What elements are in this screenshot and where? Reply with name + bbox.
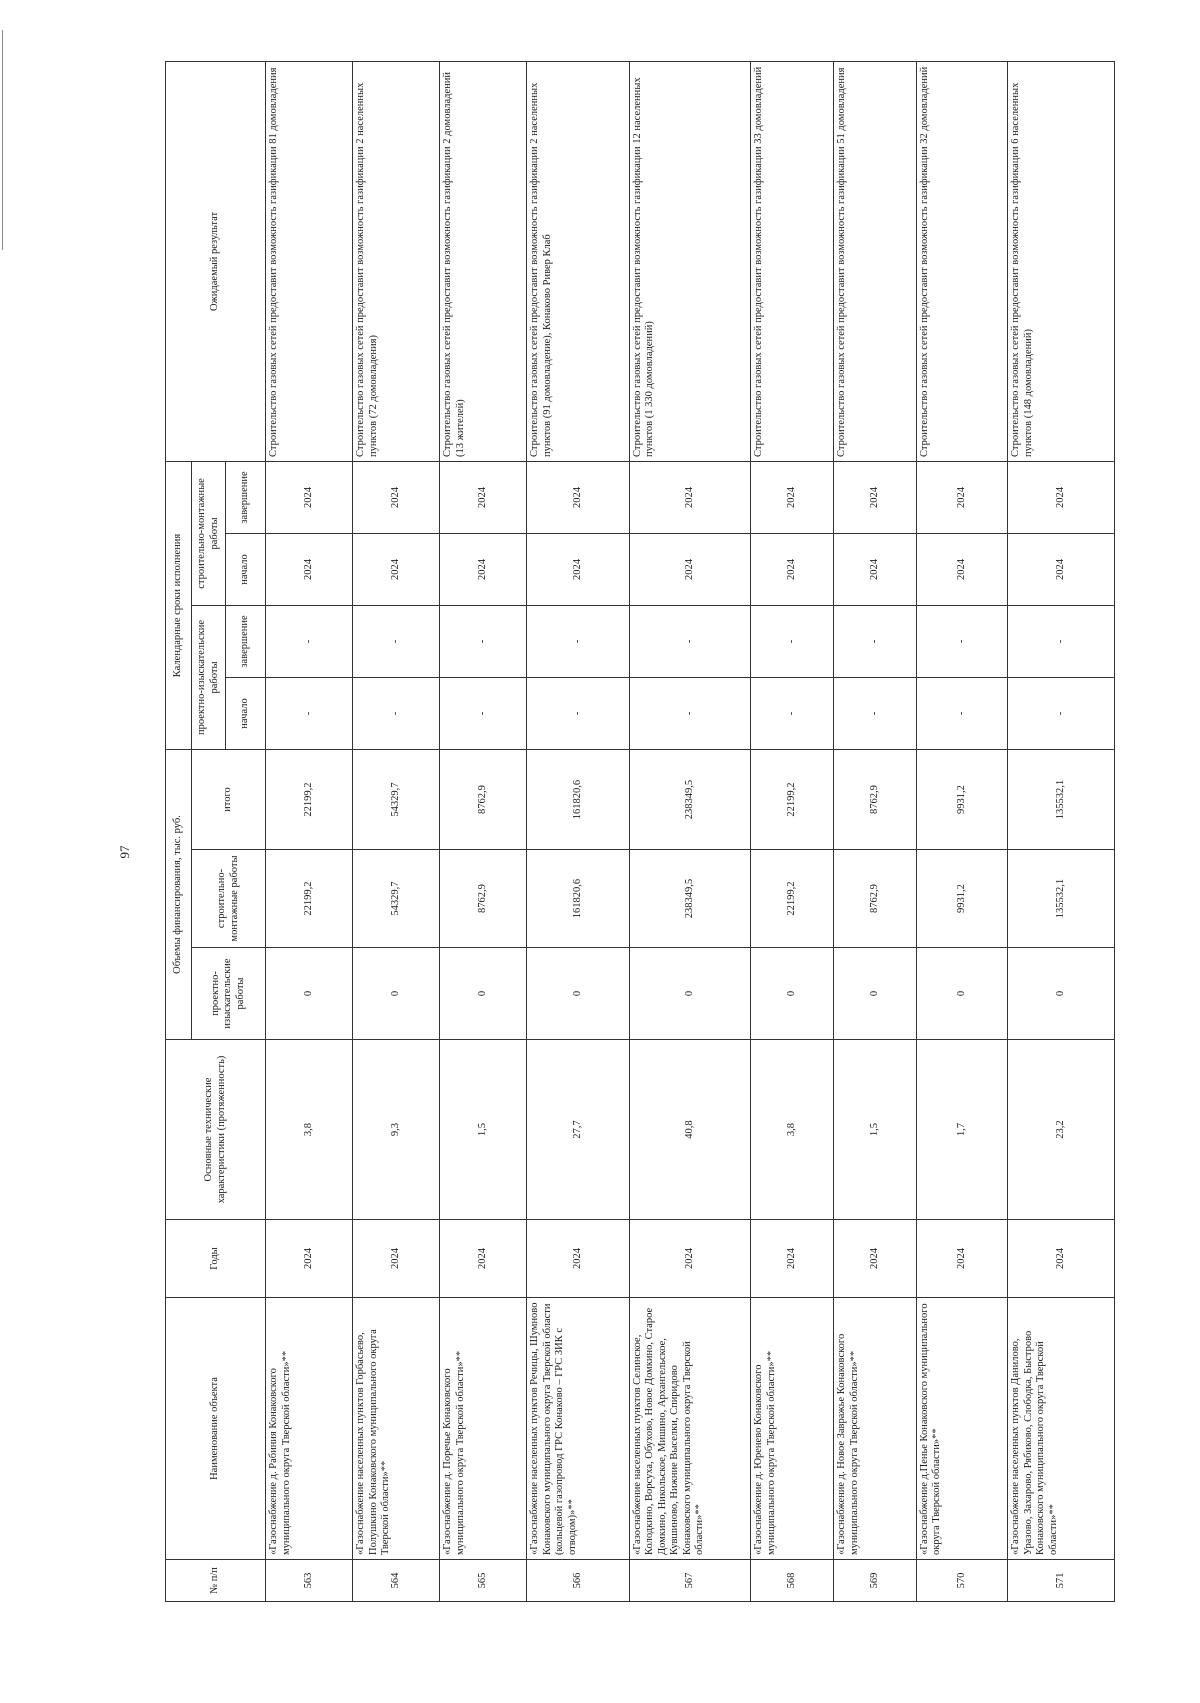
cell-smr-start: 2024 <box>1008 533 1115 605</box>
cell-num: 565 <box>440 1560 527 1602</box>
cell-pir-end: - <box>440 605 527 677</box>
gasification-table-rotated <box>165 62 1115 1602</box>
cell-fin-design: 0 <box>629 948 751 1040</box>
header-years: Годы <box>166 1220 266 1298</box>
cell-tech: 3,8 <box>266 1040 353 1220</box>
cell-tech: 1,5 <box>440 1040 527 1220</box>
cell-fin-construction: 22199,2 <box>751 850 834 948</box>
cell-name: «Газоснабжение д. Рабиния Конаковского муниципального округа Тверской области»** <box>266 1298 353 1560</box>
cell-fin-construction: 161820,6 <box>527 850 629 948</box>
cell-fin-total: 8762,9 <box>834 749 917 849</box>
cell-pir-end: - <box>834 605 917 677</box>
cell-fin-design: 0 <box>1008 948 1115 1040</box>
cell-fin-design: 0 <box>353 948 440 1040</box>
header-construction-works: строительно-монтажные работы <box>192 461 226 605</box>
cell-num: 563 <box>266 1560 353 1602</box>
cell-num: 568 <box>751 1560 834 1602</box>
table-row <box>1008 61 1115 1601</box>
cell-pir-start: - <box>527 677 629 749</box>
cell-smr-end: 2024 <box>266 461 353 533</box>
cell-fin-design: 0 <box>916 948 1007 1040</box>
cell-tech: 1,5 <box>834 1040 917 1220</box>
cell-pir-start: - <box>353 677 440 749</box>
cell-name: «Газоснабжение д.Пенье Конаковского муниципального округа Тверской области»** <box>916 1298 1007 1560</box>
cell-fin-construction: 9931,2 <box>916 850 1007 948</box>
cell-tech: 1,7 <box>916 1040 1007 1220</box>
cell-smr-start: 2024 <box>353 533 440 605</box>
scan-edge-mark <box>2 30 3 250</box>
cell-name: «Газоснабжение населенных пунктов Горбасьево, Полушкино Конаковского муниципального округа Тверской области»** <box>353 1298 440 1560</box>
cell-name: «Газоснабжение населенных пунктов Селинское, Колодкино, Ворсуха, Обухово, Новое Домкино, Старое Домкино, Никольское, Мишино, Архангельское, Кувшиново, Нижние Выселки, Спиридово Конаковского муниципального округа Тверской области»** <box>629 1298 751 1560</box>
cell-smr-end: 2024 <box>751 461 834 533</box>
cell-fin-design: 0 <box>440 948 527 1040</box>
cell-pir-end: - <box>527 605 629 677</box>
cell-result: Строительство газовых сетей предоставит возможность газификации 6 населенных пунктов (148 домовладений) <box>1008 61 1115 461</box>
cell-fin-construction: 238349,5 <box>629 850 751 948</box>
cell-num: 566 <box>527 1560 629 1602</box>
cell-smr-start: 2024 <box>266 533 353 605</box>
cell-num: 564 <box>353 1560 440 1602</box>
cell-num: 567 <box>629 1560 751 1602</box>
cell-tech: 27,7 <box>527 1040 629 1220</box>
cell-pir-start: - <box>440 677 527 749</box>
header-finance-total: итого <box>192 749 266 849</box>
cell-pir-end: - <box>916 605 1007 677</box>
cell-tech: 9,3 <box>353 1040 440 1220</box>
cell-num: 569 <box>834 1560 917 1602</box>
header-pir-end: завершение <box>226 605 266 677</box>
cell-fin-total: 161820,6 <box>527 749 629 849</box>
table-row <box>440 61 527 1601</box>
cell-smr-start: 2024 <box>629 533 751 605</box>
cell-result: Строительство газовых сетей предоставит возможность газификации 2 населенных пунктов (91 домовладение), Конаково Ривер Клаб <box>527 61 629 461</box>
cell-year: 2024 <box>834 1220 917 1298</box>
header-result: Ожидаемый результат <box>166 61 266 461</box>
cell-pir-start: - <box>1008 677 1115 749</box>
cell-smr-start: 2024 <box>751 533 834 605</box>
gasification-table <box>165 61 1115 1602</box>
table-row <box>527 61 629 1601</box>
table-row <box>916 61 1007 1601</box>
cell-result: Строительство газовых сетей предоставит возможность газификации 32 домовладений <box>916 61 1007 461</box>
cell-num: 570 <box>916 1560 1007 1602</box>
cell-result: Строительство газовых сетей предоставит возможность газификации 2 домовладений (13 жителей) <box>440 61 527 461</box>
header-name: Наименование объекта <box>166 1298 266 1560</box>
cell-fin-total: 9931,2 <box>916 749 1007 849</box>
cell-result: Строительство газовых сетей предоставит возможность газификации 81 домовладения <box>266 61 353 461</box>
cell-fin-design: 0 <box>834 948 917 1040</box>
cell-smr-end: 2024 <box>629 461 751 533</box>
cell-fin-total: 22199,2 <box>266 749 353 849</box>
cell-year: 2024 <box>353 1220 440 1298</box>
cell-name: «Газоснабжение д. Новое Завражье Конаковского муниципального округа Тверской области»** <box>834 1298 917 1560</box>
cell-tech: 40,8 <box>629 1040 751 1220</box>
cell-smr-end: 2024 <box>440 461 527 533</box>
cell-year: 2024 <box>916 1220 1007 1298</box>
cell-pir-start: - <box>629 677 751 749</box>
cell-tech: 3,8 <box>751 1040 834 1220</box>
cell-pir-end: - <box>266 605 353 677</box>
cell-smr-end: 2024 <box>527 461 629 533</box>
cell-fin-total: 135532,1 <box>1008 749 1115 849</box>
table-row <box>353 61 440 1601</box>
cell-year: 2024 <box>527 1220 629 1298</box>
cell-pir-start: - <box>916 677 1007 749</box>
table-row <box>629 61 751 1601</box>
cell-fin-construction: 135532,1 <box>1008 850 1115 948</box>
cell-pir-start: - <box>266 677 353 749</box>
cell-fin-design: 0 <box>751 948 834 1040</box>
cell-fin-construction: 8762,9 <box>834 850 917 948</box>
header-smr-start: начало <box>226 533 266 605</box>
table-row <box>751 61 834 1601</box>
cell-pir-start: - <box>834 677 917 749</box>
cell-fin-design: 0 <box>266 948 353 1040</box>
cell-result: Строительство газовых сетей предоставит возможность газификации 51 домовладения <box>834 61 917 461</box>
header-schedule-group: Календарные сроки исполнения <box>166 461 192 749</box>
cell-name: «Газоснабжение д. Юренево Конаковского муниципального округа Тверской области»** <box>751 1298 834 1560</box>
header-num: № п/п <box>166 1560 266 1602</box>
cell-name: «Газоснабжение населенных пунктов Данилово, Уразово, Захарово, Рябиково, Слободка, Быстрово Конаковского муниципального округа Тверской области»** <box>1008 1298 1115 1560</box>
cell-fin-total: 22199,2 <box>751 749 834 849</box>
cell-smr-start: 2024 <box>834 533 917 605</box>
cell-pir-end: - <box>629 605 751 677</box>
header-smr-end: завершение <box>226 461 266 533</box>
table-row <box>266 61 353 1601</box>
cell-pir-end: - <box>751 605 834 677</box>
cell-year: 2024 <box>751 1220 834 1298</box>
cell-smr-end: 2024 <box>916 461 1007 533</box>
cell-tech: 23,2 <box>1008 1040 1115 1220</box>
cell-year: 2024 <box>629 1220 751 1298</box>
header-tech: Основные технические характеристики (протяженность) <box>166 1040 266 1220</box>
cell-name: «Газоснабжение д. Поречье Конаковского муниципального округа Тверской области»** <box>440 1298 527 1560</box>
cell-smr-end: 2024 <box>834 461 917 533</box>
cell-smr-end: 2024 <box>353 461 440 533</box>
cell-fin-design: 0 <box>527 948 629 1040</box>
cell-num: 571 <box>1008 1560 1115 1602</box>
cell-smr-start: 2024 <box>527 533 629 605</box>
cell-fin-total: 8762,9 <box>440 749 527 849</box>
cell-pir-end: - <box>1008 605 1115 677</box>
header-finance-group: Объемы финансирования, тыс. руб. <box>166 749 192 1039</box>
cell-smr-end: 2024 <box>1008 461 1115 533</box>
header-design-works: проектно-изыскательские работы <box>192 605 226 749</box>
page-number: 97 <box>117 845 132 859</box>
cell-fin-construction: 8762,9 <box>440 850 527 948</box>
cell-fin-total: 54329,7 <box>353 749 440 849</box>
cell-name: «Газоснабжение населенных пунктов Речицы, Шумново Конаковского муниципального округа Тверской области (кольцевой газопровод ГРС Конаково – ГРС ЗИК с отводом)»** <box>527 1298 629 1560</box>
cell-fin-total: 238349,5 <box>629 749 751 849</box>
cell-smr-start: 2024 <box>916 533 1007 605</box>
header-finance-design: проектно-изыскательские работы <box>192 948 266 1040</box>
header-finance-construction: строительно-монтажные работы <box>192 850 266 948</box>
cell-pir-start: - <box>751 677 834 749</box>
cell-fin-construction: 22199,2 <box>266 850 353 948</box>
cell-year: 2024 <box>440 1220 527 1298</box>
cell-result: Строительство газовых сетей предоставит возможность газификации 12 населенных пунктов (1 330 домовладений) <box>629 61 751 461</box>
cell-fin-construction: 54329,7 <box>353 850 440 948</box>
table-row <box>834 61 917 1601</box>
cell-result: Строительство газовых сетей предоставит возможность газификации 2 населенных пунктов (72 домовладения) <box>353 61 440 461</box>
cell-pir-end: - <box>353 605 440 677</box>
cell-result: Строительство газовых сетей предоставит возможность газификации 33 домовладений <box>751 61 834 461</box>
cell-smr-start: 2024 <box>440 533 527 605</box>
header-pir-start: начало <box>226 677 266 749</box>
cell-year: 2024 <box>1008 1220 1115 1298</box>
cell-year: 2024 <box>266 1220 353 1298</box>
